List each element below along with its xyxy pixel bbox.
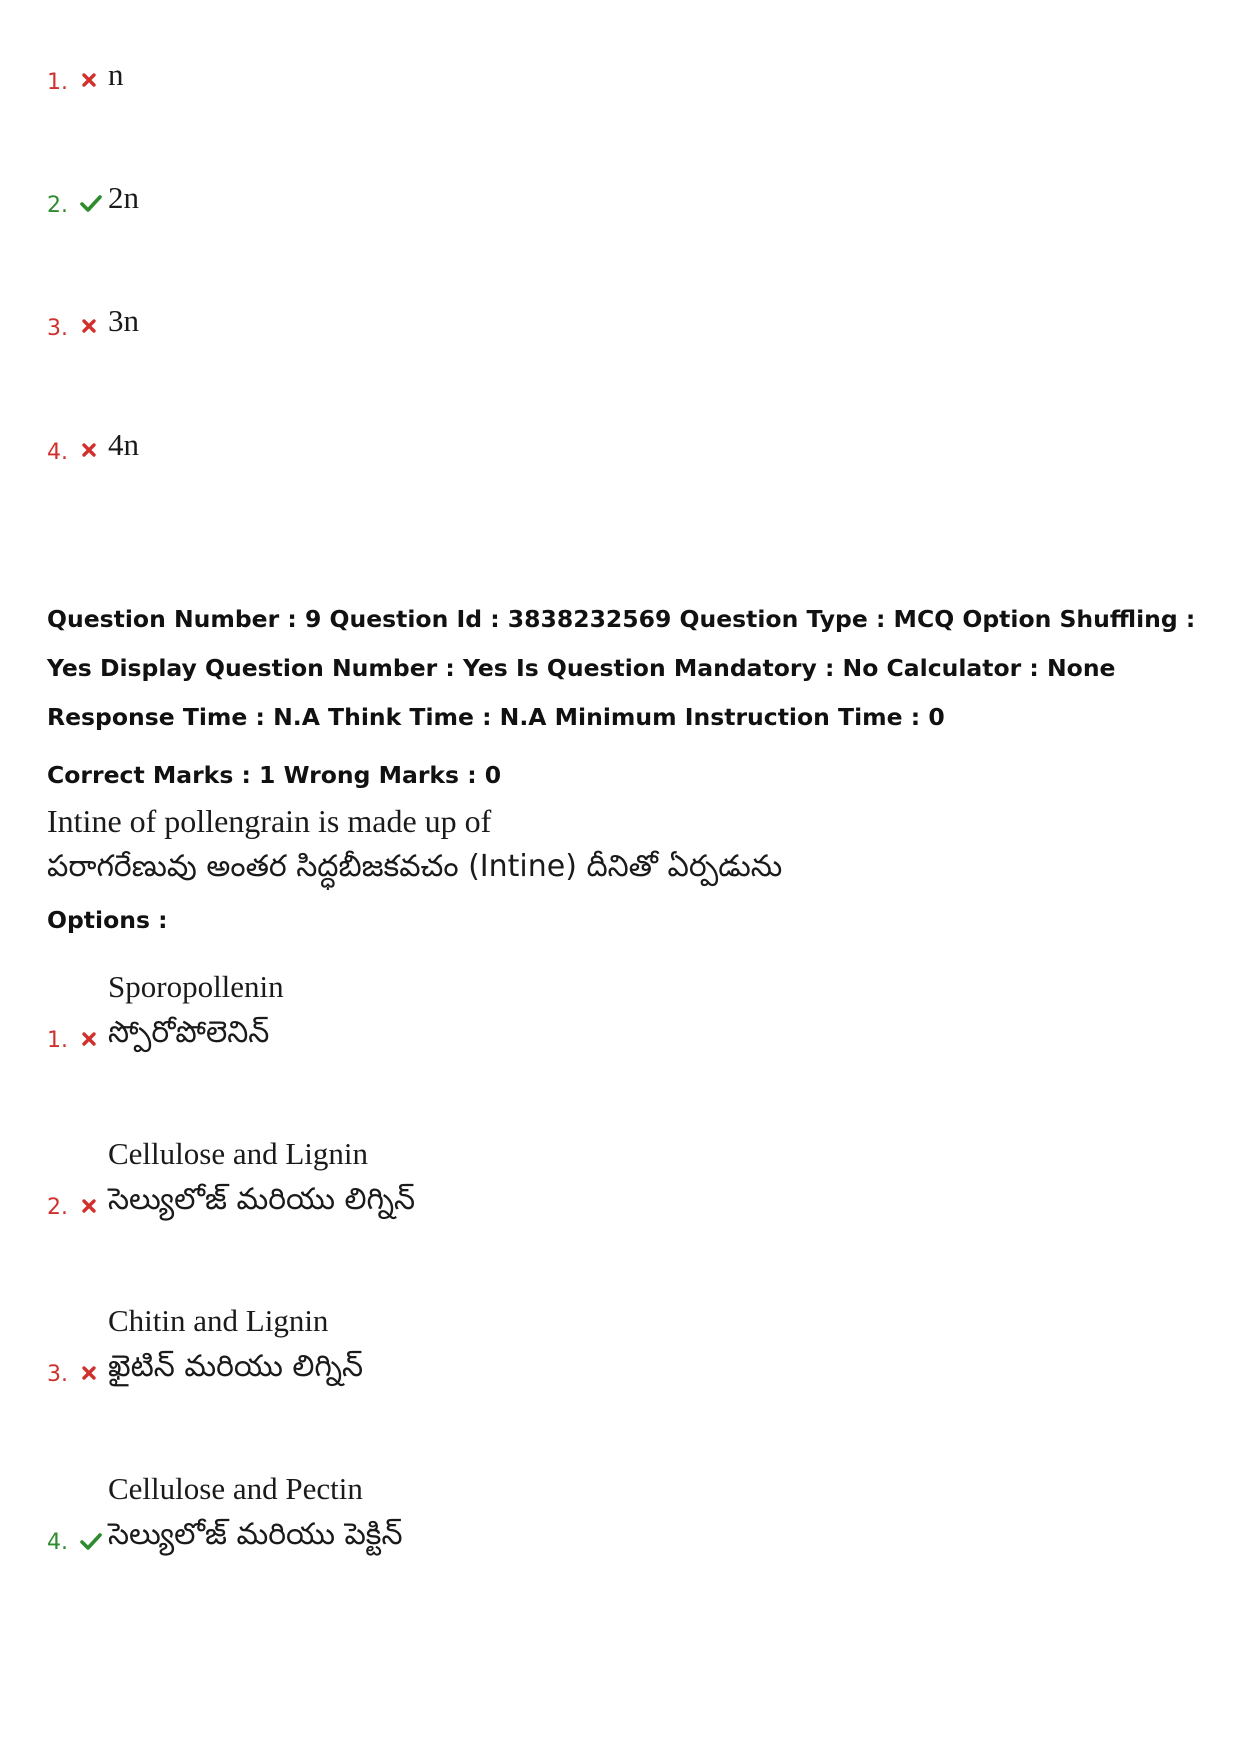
option-text-te: స్పోరోపోలెనిన్ <box>108 1015 270 1050</box>
option-text-te: ఖైటిన్ మరియు లిగ్నిన్ <box>108 1349 364 1384</box>
option-number: 3. <box>47 316 68 341</box>
option-text <box>108 1131 415 1223</box>
marks-info: Correct Marks : 1 Wrong Marks : 0 <box>47 761 502 789</box>
option-text-te: సెల్యులోజ్ మరియు పెక్టిన్ <box>108 1517 403 1552</box>
cross-icon <box>79 440 99 460</box>
option-text-te: సెల్యులోజ్ మరియు లిగ్నిన్ <box>108 1182 416 1217</box>
option-number: 1. <box>47 70 68 95</box>
option-text-en: Sporopollenin <box>108 969 284 1004</box>
cross-icon <box>79 70 99 90</box>
option-number: 1. <box>47 1028 68 1053</box>
cross-icon <box>79 316 99 336</box>
question-meta: Question Number : 9 Question Id : 3838232569 Question Type : MCQ Option Shuffling : Yes Display Question Number : Yes Is Question Mandatory : No Calculator : None Response Time : N.A Think Time : N.A Minimum Instruction Time : 0 <box>47 605 1196 731</box>
option-text-en: Cellulose and Pectin <box>108 1471 363 1506</box>
option-text: 3n <box>108 303 139 338</box>
cross-icon <box>79 1196 99 1216</box>
option-text <box>108 964 284 1056</box>
option-number: 3. <box>47 1362 68 1387</box>
option-text-en: Chitin and Lignin <box>108 1303 329 1338</box>
question-text-en: Intine of pollengrain is made up of <box>47 803 492 839</box>
cross-icon <box>79 1363 99 1383</box>
option-text: n <box>108 57 124 92</box>
option-number: 4. <box>47 440 68 465</box>
option-text-en: Cellulose and Lignin <box>108 1136 369 1171</box>
question-text-te: పరాగరేణువు అంతర సిద్ధబీజకవచం (Intine) దీనితో ఏర్పడును <box>47 849 783 884</box>
option-text <box>108 1298 363 1390</box>
option-text: 4n <box>108 427 139 462</box>
option-number: 4. <box>47 1530 68 1555</box>
check-icon <box>79 1531 103 1551</box>
question-text <box>47 798 782 890</box>
option-number: 2. <box>47 1195 68 1220</box>
option-text <box>108 1466 403 1558</box>
check-icon <box>79 193 103 213</box>
option-text: 2n <box>108 180 139 215</box>
cross-icon <box>79 1029 99 1049</box>
options-label: Options : <box>47 906 168 934</box>
option-number: 2. <box>47 193 68 218</box>
